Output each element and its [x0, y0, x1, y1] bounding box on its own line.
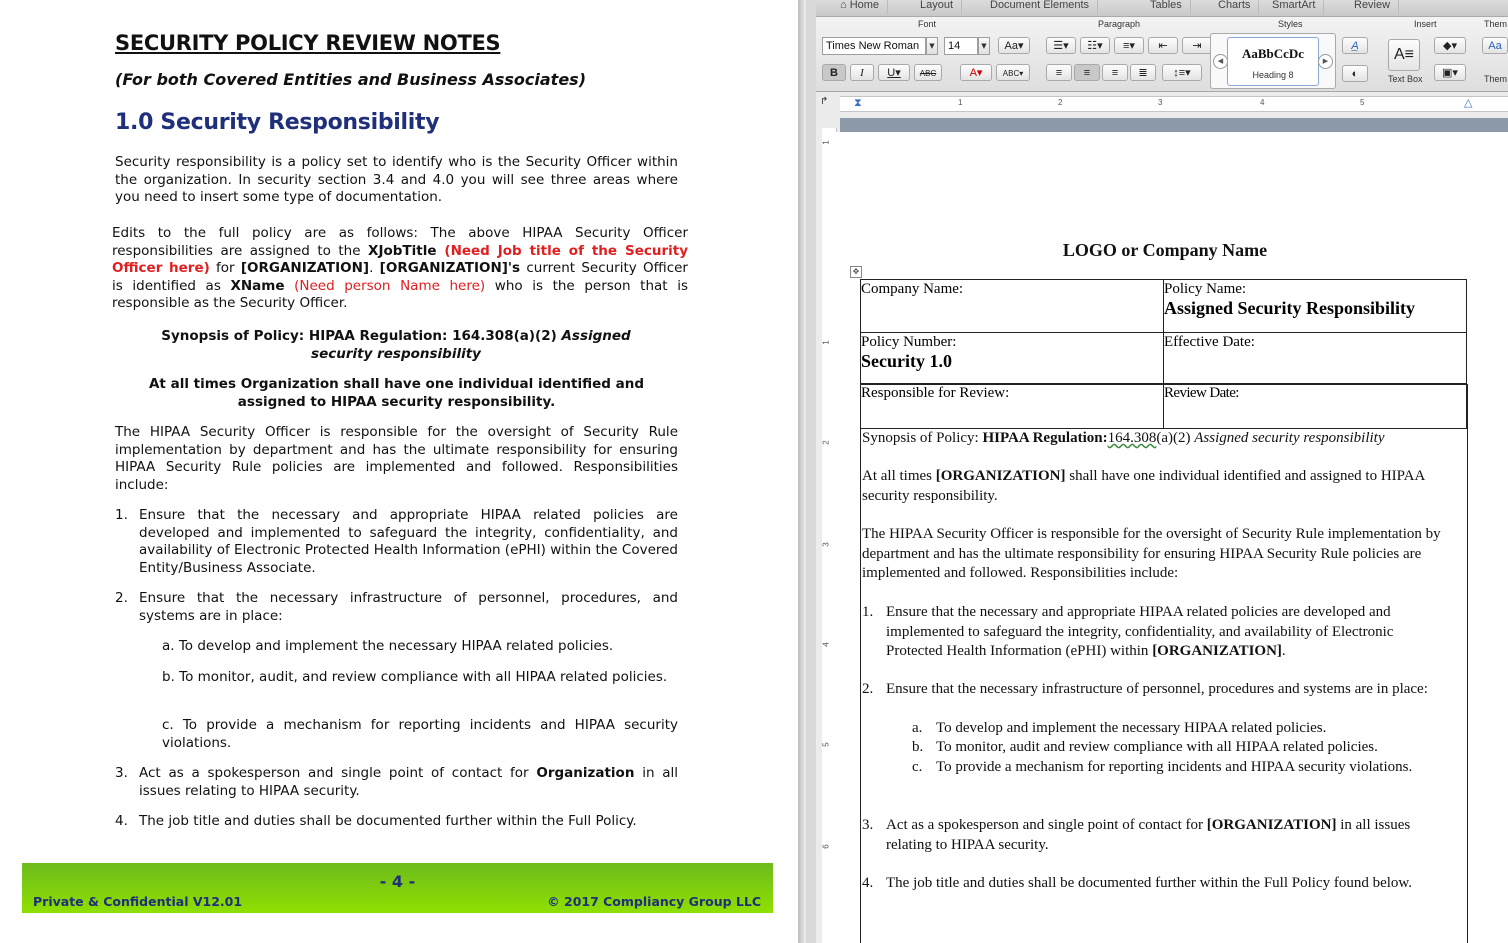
page-top-margin	[840, 118, 1508, 132]
group-themes-label: Them	[1484, 19, 1508, 29]
pane-divider	[798, 0, 806, 943]
sub-text: To monitor, audit and review compliance with all HIPAA related policies.	[936, 739, 1378, 755]
item3-pre: Act as a spokesperson and single point of contact for	[886, 817, 1207, 833]
ruler-number: 1	[958, 98, 963, 107]
ruler-number: 2	[1058, 98, 1063, 107]
page-number: - 4 -	[379, 872, 416, 891]
list-number: 1.	[862, 604, 874, 620]
list-number: 3.	[862, 817, 874, 833]
style-name: Heading 8	[1252, 70, 1294, 80]
change-case-button[interactable]: Aa▾	[998, 37, 1030, 54]
company-label: Company Name:	[861, 281, 964, 297]
vruler-number: 1	[821, 140, 831, 145]
sub-letter: c.	[912, 759, 923, 775]
align-center-button[interactable]: ≡	[1074, 64, 1100, 81]
list-item	[115, 765, 678, 800]
edits-text: .	[369, 260, 380, 276]
section-heading: 1.0 Security Responsibility	[115, 110, 440, 135]
word-window	[816, 0, 1508, 943]
font-size-field[interactable]: 14	[944, 37, 978, 55]
picture-icon[interactable]: ▣▾	[1434, 64, 1466, 81]
group-paragraph-label: Paragraph	[1098, 19, 1141, 29]
font-name-dropdown[interactable]: ▼	[926, 37, 938, 55]
organization-bold: [ORGANIZATION]	[1206, 817, 1337, 833]
policy-name-cell[interactable]	[1164, 280, 1467, 333]
numbering-button[interactable]: ☷▾	[1080, 37, 1110, 54]
synopsis-italic: Assigned security responsibility	[1194, 430, 1385, 446]
edits-text: who is the person that is responsible as the Security Officer.	[112, 277, 688, 311]
increase-indent-button[interactable]: ⇥	[1182, 37, 1212, 54]
list-text: Ensure that the necessary and appropriate HIPAA related policies are developed and implemented to safeguard the integrity, confidentiality, and availability of Electronic Protected Health Information (ePHI) within the Covered Entity/Business Associate.	[139, 507, 678, 576]
ruler-number: 3	[1158, 98, 1163, 107]
edits-paragraph	[112, 225, 688, 313]
at-all-pre: At all times	[862, 468, 936, 484]
shape-icon[interactable]: ◆▾	[1434, 37, 1466, 54]
ruler-number: 5	[1360, 98, 1365, 107]
vruler-number: 3	[821, 542, 831, 547]
tab-selector-icon[interactable]: ↱	[820, 96, 829, 107]
vruler-number: 1	[821, 340, 831, 345]
styles-next-icon[interactable]: ▶	[1318, 54, 1333, 69]
list-number: 2.	[115, 590, 128, 606]
policy-number-value: Security 1.0	[861, 351, 952, 371]
synopsis-bold: HIPAA Regulation:	[982, 430, 1108, 446]
list-text	[886, 816, 1452, 855]
xname-placeholder: XName	[230, 277, 285, 294]
group-font-label: Font	[918, 19, 937, 29]
word-sub-item	[912, 719, 1452, 739]
style-card-heading-8[interactable]	[1227, 37, 1319, 86]
list-text-post: in all issues relating to HIPAA security.	[139, 765, 679, 799]
organization-bold: [ORGANIZATION]	[935, 468, 1066, 484]
word-synopsis-line	[862, 429, 1452, 449]
highlight-button[interactable]: ABC▾	[996, 64, 1030, 81]
list-text-pre: Act as a spokesperson and single point of contact for	[139, 765, 537, 781]
list-text	[139, 765, 678, 800]
person-name-note: (Need person Name here)	[284, 277, 486, 294]
list-text: Ensure that the necessary infrastructure of personnel, procedures and systems are in place:	[886, 681, 1428, 697]
at-all-post: shall have one individual identified and assigned to HIPAA security responsibility.	[862, 468, 1425, 504]
sub-letter: b.	[912, 739, 924, 755]
word-list-item	[862, 680, 1452, 700]
group-insert-label: Insert	[1414, 19, 1437, 29]
indent-marker-icon[interactable]: ⧗	[854, 96, 862, 109]
styles-prev-icon[interactable]: ◀	[1213, 54, 1228, 69]
word-officer-paragraph: The HIPAA Security Officer is responsible for the oversight of Security Rule implementation by department and has the ultimate responsibility for ensuring HIPAA Security Rule policies are implemented and followed. Responsibilities include:	[862, 526, 1441, 581]
table-move-handle-icon[interactable]: ✥	[850, 266, 862, 278]
vertical-ruler[interactable]	[822, 128, 837, 943]
ruler-number: 4	[1260, 98, 1265, 107]
sub-list-item: b. To monitor, audit, and review compliance with all HIPAA related policies.	[162, 669, 668, 685]
policy-name-label: Policy Name:	[1164, 281, 1247, 297]
company-cell[interactable]	[861, 280, 1164, 333]
policy-name-value: Assigned Security Responsibility	[1164, 298, 1416, 318]
word-sub-item	[912, 738, 1452, 758]
font-name-field[interactable]: Times New Roman	[822, 37, 926, 55]
item1-post: .	[1281, 643, 1286, 659]
text-box-label: Text Box	[1388, 74, 1423, 84]
ribbon-tabs	[816, 0, 1508, 17]
edits-text: current Security Officer is identified as	[112, 260, 688, 294]
footer-confidential: Private & Confidential V12.01	[33, 894, 243, 909]
align-left-button[interactable]: ≡	[1046, 64, 1072, 81]
review-date-label: Review Date:	[1164, 385, 1239, 401]
themes-icon[interactable]: Aa	[1482, 37, 1508, 54]
document-subtitle: (For both Covered Entities and Business Associates)	[115, 70, 587, 89]
justify-button[interactable]: ≣	[1130, 64, 1156, 81]
font-color-button[interactable]: A▾	[960, 64, 992, 81]
synopsis-regulation: 164.308	[1107, 430, 1157, 446]
edits-text: for	[209, 260, 241, 276]
word-sub-item	[912, 758, 1442, 778]
vruler-number: 5	[821, 742, 831, 747]
synopsis-regulation-rest: (a)(2)	[1156, 430, 1195, 446]
list-number: 2.	[862, 681, 874, 697]
ribbon	[816, 17, 1508, 92]
list-number: 3.	[115, 765, 128, 781]
logo-placeholder: LOGO or Company Name	[1062, 240, 1268, 260]
effective-date-label: Effective Date:	[1164, 334, 1255, 350]
footer-copyright: © 2017 Compliancy Group LLC	[547, 894, 761, 909]
text-box-icon[interactable]: A≡	[1388, 39, 1420, 71]
tab-charts[interactable]: Charts	[1210, 0, 1259, 14]
tab-smartart[interactable]: SmartArt	[1264, 0, 1324, 14]
themes-label: Them	[1484, 74, 1508, 84]
tab-layout[interactable]: Layout	[912, 0, 962, 14]
intro-paragraph: Security responsibility is a policy set to identify who is the Security Officer within the organization. In security section 3.4 and 4.0 you will see three areas where you need to insert some type of documentation.	[115, 154, 678, 205]
style-sample: AaBbCcDc	[1241, 46, 1305, 61]
bold-button[interactable]: B	[822, 64, 846, 81]
synopsis-line	[140, 328, 652, 363]
vruler-number: 2	[821, 440, 831, 445]
sub-text: To develop and implement the necessary HIPAA related policies.	[936, 720, 1327, 736]
item3-post: in all issues relating to HIPAA security.	[886, 817, 1411, 853]
italic-button[interactable]: I	[850, 64, 874, 81]
at-all-times-line: At all times Organization shall have one individual identified and assigned to HIPAA security responsibility.	[148, 376, 645, 410]
vruler-number: 6	[821, 844, 831, 849]
list-text: The job title and duties shall be documented further within the Full Policy.	[139, 813, 637, 829]
synopsis-prefix: Synopsis of Policy: HIPAA Regulation: 164.308(a)(2)	[161, 328, 562, 344]
document-title: SECURITY POLICY REVIEW NOTES	[115, 31, 501, 55]
strikethrough-button[interactable]: ABC	[914, 64, 942, 81]
list-item	[115, 590, 678, 625]
styles-pane-button[interactable]: A̲	[1342, 37, 1368, 54]
align-right-button[interactable]: ≡	[1102, 64, 1128, 81]
item1-pre: Ensure that the necessary and appropriate HIPAA related policies are developed and implemented to safeguard the integrity, confidentiality, and availability of Electronic Protected Health Information (ePHI) within	[886, 604, 1394, 659]
bullets-button[interactable]: ☰▾	[1046, 37, 1076, 54]
list-number: 1.	[115, 507, 128, 523]
policy-number-label: Policy Number:	[861, 334, 957, 350]
word-document-page[interactable]	[836, 132, 1508, 943]
tab-review[interactable]: Review	[1346, 0, 1399, 14]
sub-list-item: c. To provide a mechanism for reporting incidents and HIPAA security violations.	[162, 717, 678, 751]
responsible-label: Responsible for Review:	[861, 385, 1010, 401]
organization-placeholder: [ORGANIZATION]	[240, 260, 370, 276]
list-item	[115, 813, 678, 831]
vruler-number: 4	[821, 642, 831, 647]
job-title-note: (Need Job title of the Security Officer here)	[112, 242, 688, 276]
organization-bold: Organization	[536, 765, 635, 781]
page-footer	[22, 863, 773, 913]
synopsis-italic: Assigned security responsibility	[311, 328, 631, 362]
right-indent-icon[interactable]: △	[1464, 96, 1473, 109]
word-list-item	[862, 603, 1452, 662]
list-number: 4.	[862, 875, 874, 891]
xjobtitle-placeholder: XJobTitle	[368, 242, 437, 259]
effective-date-cell[interactable]	[1164, 333, 1467, 384]
list-text: Ensure that the necessary infrastructure of personnel, procedures, and systems are in place:	[139, 590, 678, 624]
tab-tables[interactable]: Tables	[1142, 0, 1191, 14]
group-styles-label: Styles	[1278, 19, 1303, 29]
home-icon: ⌂	[840, 0, 850, 11]
synopsis-prefix: Synopsis of Policy:	[862, 430, 983, 446]
styles-gallery[interactable]	[1210, 33, 1336, 89]
list-text: The job title and duties shall be documented further within the Full Policy found below.	[886, 875, 1413, 891]
tab-home[interactable]	[832, 0, 888, 14]
edits-text: Edits to the full policy are as follows: The above HIPAA Security Officer responsibilities are assigned to the	[112, 225, 688, 259]
list-item	[115, 507, 678, 577]
font-size-dropdown[interactable]: ▼	[978, 37, 990, 55]
word-at-all-times	[862, 467, 1452, 506]
word-list-item	[862, 816, 1452, 855]
decrease-indent-button[interactable]: ⇤	[1148, 37, 1178, 54]
tab-label: Home	[849, 0, 880, 11]
sub-letter: a.	[912, 720, 923, 736]
word-list-item	[862, 874, 1452, 894]
list-number: 4.	[115, 813, 128, 829]
underline-button[interactable]: U▾	[878, 64, 910, 81]
tab-document-elements[interactable]: Document Elements	[982, 0, 1098, 14]
organization-placeholder: [ORGANIZATION]'s	[379, 260, 521, 276]
organization-bold: [ORGANIZATION]	[1152, 643, 1282, 659]
horizontal-ruler[interactable]	[840, 96, 1508, 112]
list-text	[886, 603, 1452, 662]
officer-paragraph: The HIPAA Security Officer is responsible for the oversight of Security Rule implementation by department and has the ultimate responsibility for ensuring HIPAA Security Rule policies are implemented and followed. Responsibilities include:	[115, 424, 678, 493]
line-spacing-button[interactable]: ↕≡▾	[1162, 64, 1202, 81]
sub-text: To provide a mechanism for reporting incidents and HIPAA security violations.	[936, 759, 1413, 775]
policy-number-cell[interactable]	[861, 333, 1164, 384]
sub-list-item: a. To develop and implement the necessary HIPAA related policies.	[162, 638, 614, 654]
multilevel-list-button[interactable]: ≡▾	[1114, 37, 1144, 54]
styles-manage-icon[interactable]: ◐	[1342, 65, 1368, 82]
